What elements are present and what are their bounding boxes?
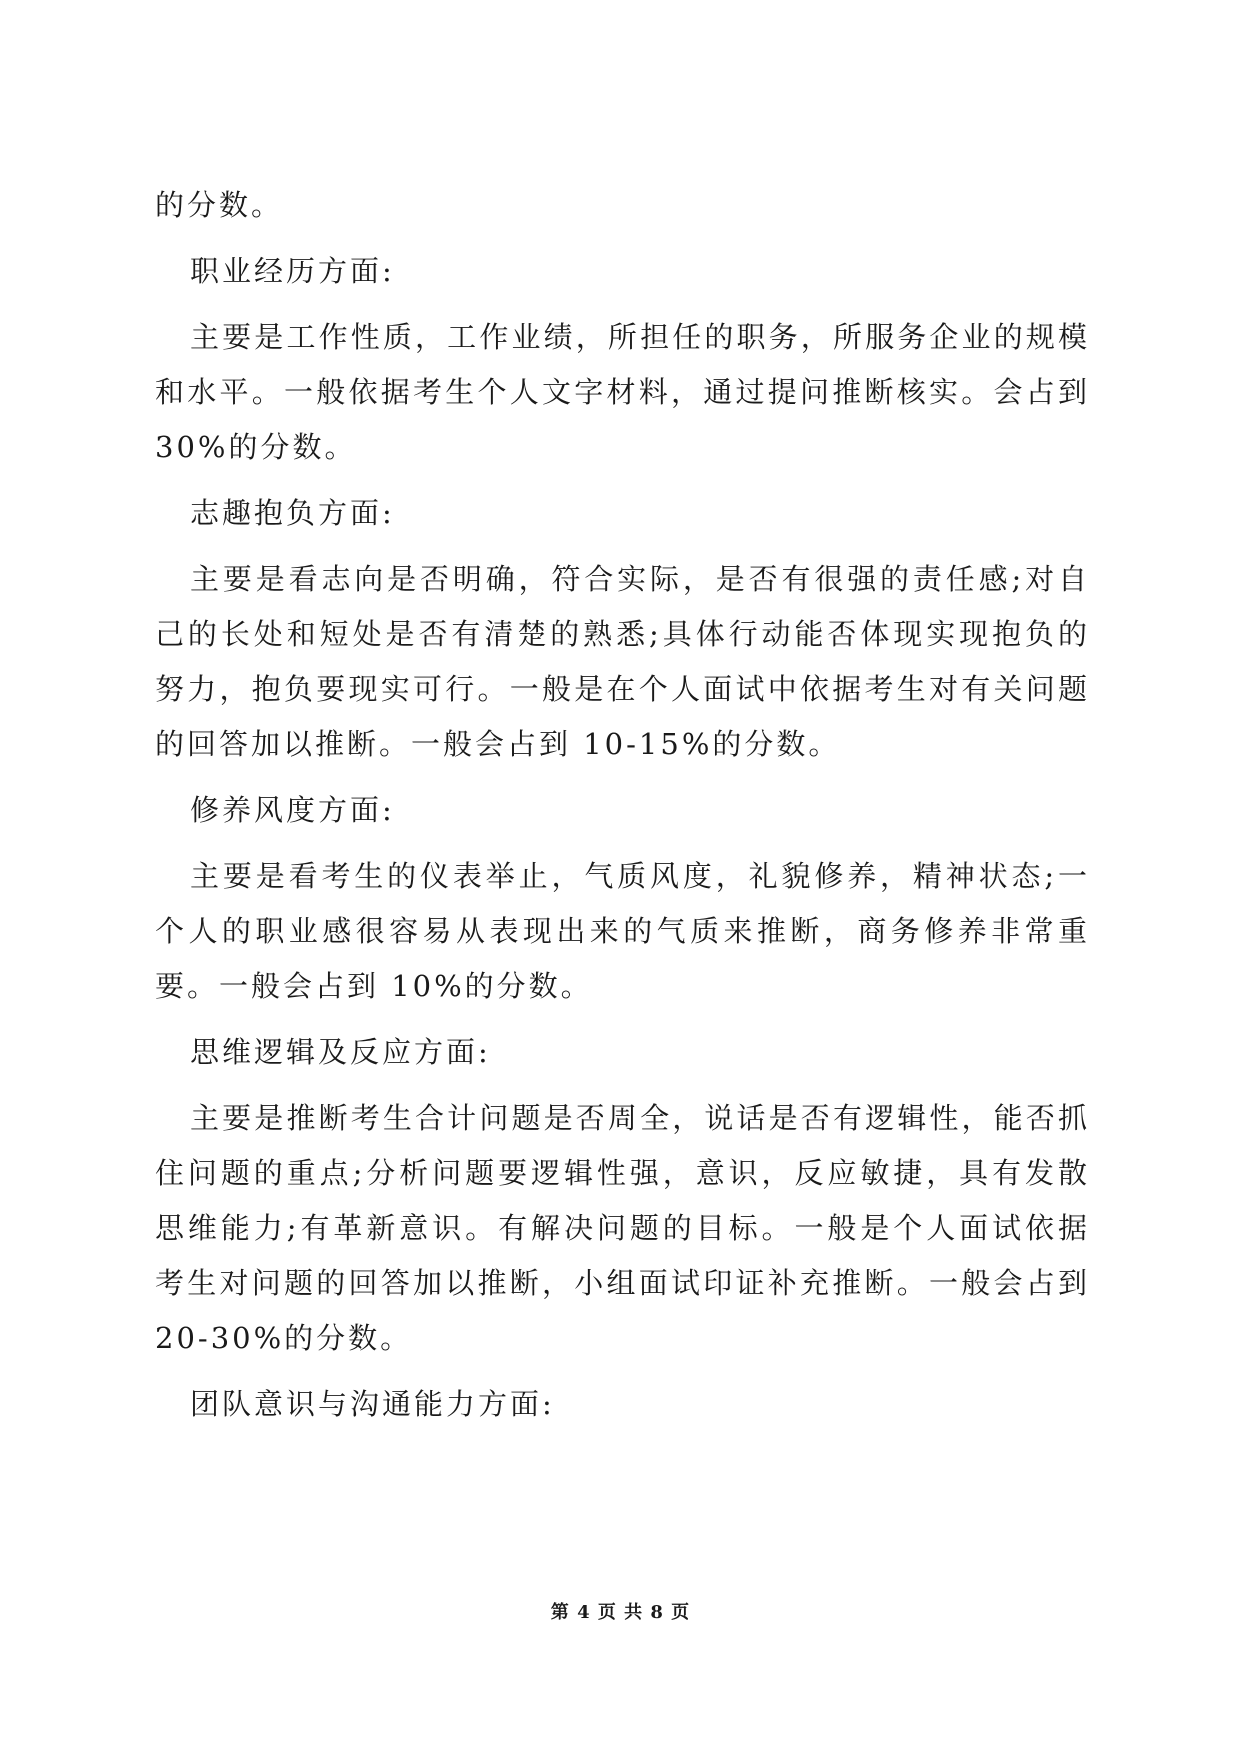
heading-logic-reaction: 思维逻辑及反应方面: <box>190 1035 491 1069</box>
heading-ambition: 志趣抱负方面: <box>190 496 395 530</box>
paragraph-ambition: 主要是看志向是否明确，符合实际，是否有很强的责任感;对自己的长处和短处是否有清楚的熟悉;具体行动能否体现实现抱负的努力，抱负要现实可行。一般是在个人面试中依据考生对有关问题的回答加以推断。一般会占到 10-15%的分数。 <box>155 562 1090 761</box>
paragraph-continuation: 的分数。 <box>155 188 284 222</box>
paragraph-demeanor: 主要是看考生的仪表举止，气质风度，礼貌修养，精神状态;一个人的职业感很容易从表现出来的气质来推断，商务修养非常重要。一般会占到 10%的分数。 <box>155 859 1090 1003</box>
document-body <box>155 178 1090 1432</box>
page-number-footer: 第 4 页 共 8 页 <box>550 1602 691 1623</box>
heading-demeanor: 修养风度方面: <box>190 793 395 827</box>
paragraph-logic-reaction: 主要是推断考生合计问题是否周全，说话是否有逻辑性，能否抓住问题的重点;分析问题要逻辑性强，意识，反应敏捷，具有发散思维能力;有革新意识。有解决问题的目标。一般是个人面试依据考生对问题的回答加以推断，小组面试印证补充推断。一般会占到 20-30%的分数。 <box>155 1101 1090 1355</box>
paragraph-career-experience: 主要是工作性质，工作业绩，所担任的职务，所服务企业的规模和水平。一般依据考生个人文字材料，通过提问推断核实。会占到 30%的分数。 <box>155 320 1090 464</box>
heading-teamwork-communication: 团队意识与沟通能力方面: <box>190 1387 555 1421</box>
heading-career-experience: 职业经历方面: <box>190 254 395 288</box>
